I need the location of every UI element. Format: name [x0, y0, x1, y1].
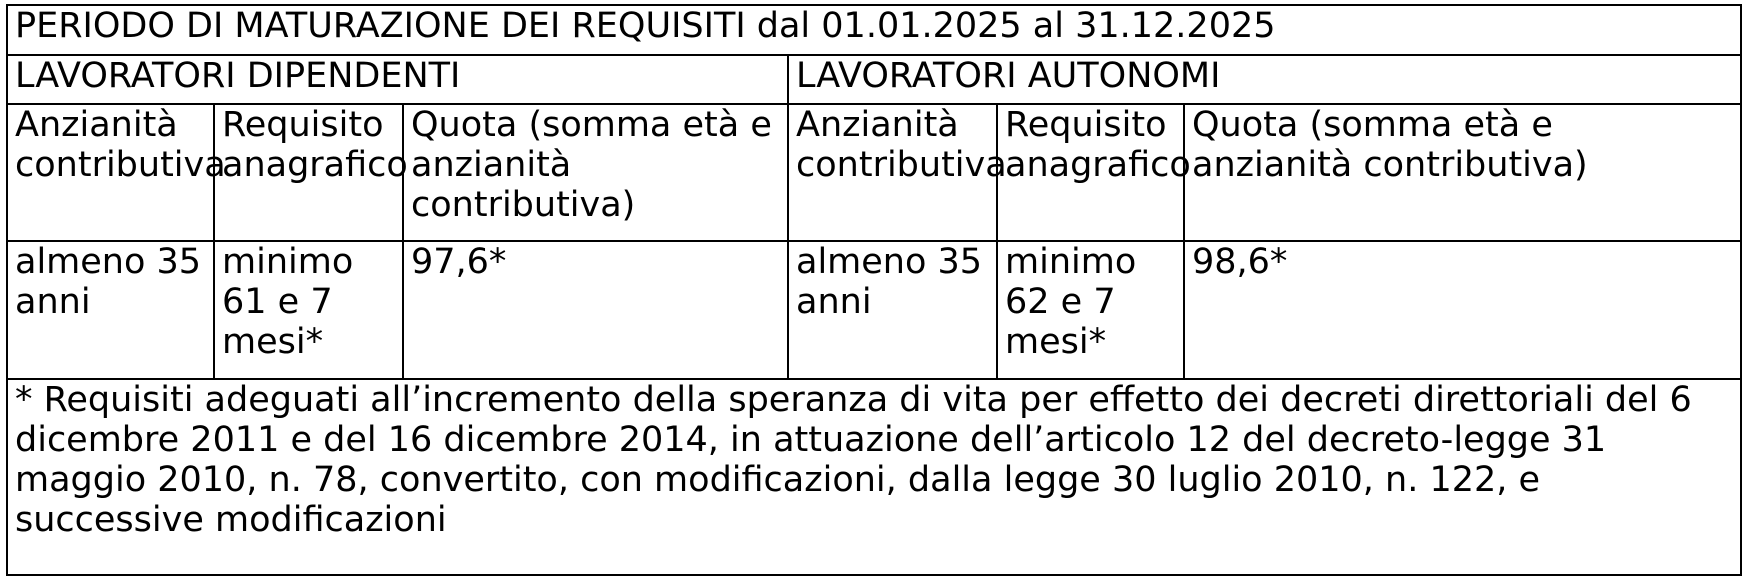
- group-row: [7, 55, 1741, 105]
- table-row: [7, 241, 1741, 378]
- value-dipendenti-requisito: minimo 61 e 7 mesi*: [214, 241, 403, 378]
- value-autonomi-requisito: minimo 62 e 7 mesi*: [997, 241, 1184, 378]
- value-autonomi-quota: 98,6*: [1184, 241, 1741, 378]
- value-dipendenti-quota: 97,6*: [403, 241, 788, 378]
- header-dipendenti-requisito: Requisito anagrafico: [214, 104, 403, 241]
- footnote: * Requisiti adeguati all’incremento della speranza di vita per effetto dei decreti direttoriali del 6 dicembre 2011 e del 16 dicembre 2014, in attuazione dell’articolo 12 del decreto-legge 31 maggio 2010, n. 78, convertito, con modificazioni, dalla legge 30 luglio 2010, n. 122, e successive modificazioni: [7, 379, 1741, 576]
- value-dipendenti-anzianita: almeno 35 anni: [7, 241, 214, 378]
- header-autonomi-requisito: Requisito anagrafico: [997, 104, 1184, 241]
- group-autonomi: LAVORATORI AUTONOMI: [788, 55, 1741, 105]
- header-autonomi-quota: Quota (somma età e anzianità contributiva): [1184, 104, 1741, 241]
- value-autonomi-anzianita: almeno 35 anni: [788, 241, 997, 378]
- group-dipendenti: LAVORATORI DIPENDENTI: [7, 55, 788, 105]
- requirements-table: [6, 4, 1742, 576]
- header-autonomi-anzianita: Anzianità contributiva: [788, 104, 997, 241]
- header-dipendenti-quota: Quota (somma età e anzianità contributiva): [403, 104, 788, 241]
- header-row: [7, 104, 1741, 241]
- title-row: [7, 5, 1741, 55]
- table-title: PERIODO DI MATURAZIONE DEI REQUISITI dal 01.01.2025 al 31.12.2025: [7, 5, 1741, 55]
- header-dipendenti-anzianita: Anzianità contributiva: [7, 104, 214, 241]
- footnote-row: [7, 379, 1741, 576]
